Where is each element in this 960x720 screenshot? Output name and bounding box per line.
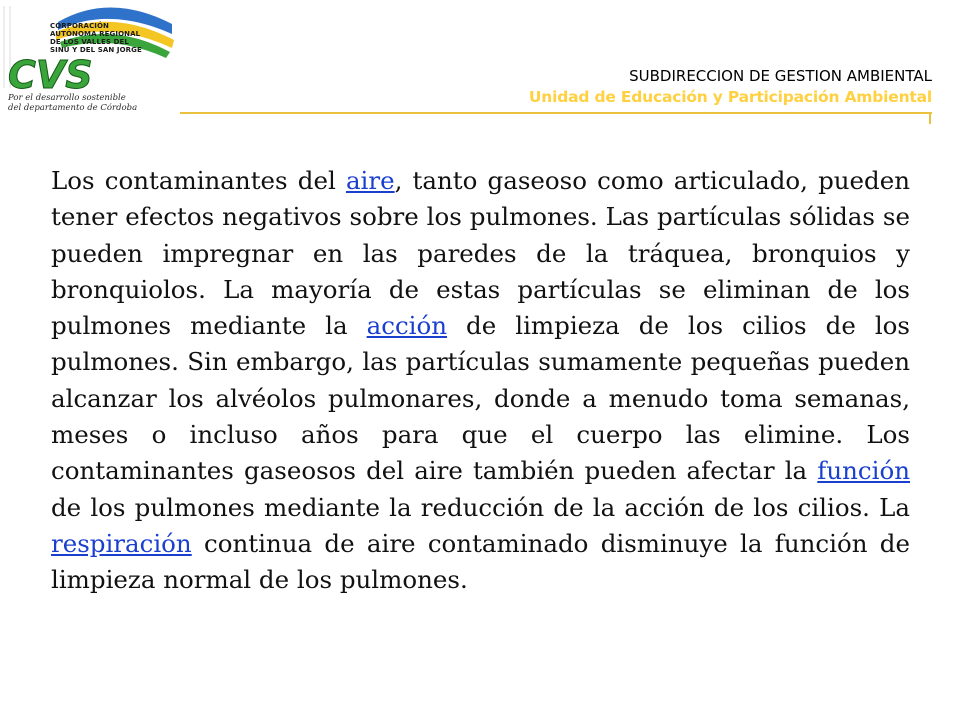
logo-tagline-line: Por el desarrollo sostenible (8, 93, 126, 103)
header-divider-tick (929, 112, 931, 124)
cvs-logo (0, 0, 180, 118)
main-paragraph (51, 163, 910, 599)
logo-tagline-line: del departamento de Córdoba (8, 102, 138, 113)
header-title: SUBDIRECCION DE GESTION AMBIENTAL (629, 67, 932, 85)
logo-org-name (50, 22, 160, 54)
logo-org-line: CORPORACIÓN (50, 22, 110, 30)
paragraph-text: continua de aire contaminado disminuye la función de limpieza normal de los pulmones. (51, 528, 910, 595)
link-funcion[interactable]: función (817, 456, 910, 486)
link-respiracion[interactable]: respiración (51, 528, 192, 558)
paragraph-text: de los pulmones mediante la reducción de la acción de los cilios. La (51, 492, 910, 522)
logo-org-line: DE LOS VALLES DEL (50, 38, 129, 46)
paragraph-text: de limpieza de los cilios de los pulmones. Sin embargo, las partículas sumamente pequeñas pueden alcanzar los alvéolos pulmonares, donde a menudo toma semanas, meses o incluso años para que el cuerpo las elimine. Los contaminantes gaseosos del aire también pueden afectar la (51, 311, 910, 486)
link-aire[interactable]: aire (345, 166, 395, 195)
logo-org-line: AUTÓNOMA REGIONAL (50, 30, 141, 38)
paragraph-text: Los contaminantes del (51, 166, 346, 195)
logo-acronym: CVS (8, 53, 93, 97)
link-accion[interactable]: acción (366, 311, 448, 341)
paragraph-text: , tanto gaseoso como articulado, pueden tener efectos negativos sobre los pulmones. Las partículas sólidas se pueden impregnar en las paredes de la tráquea, bronquios y bronquiolos. La mayoría de estas partículas se eliminan de los pulmones mediante la (51, 166, 911, 341)
logo-tagline (8, 94, 178, 113)
header-divider (180, 112, 932, 114)
header-unit: Unidad de Educación y Participación Ambiental (528, 88, 932, 106)
logo-org-line: SINÚ Y DEL SAN JORGE (50, 46, 142, 54)
